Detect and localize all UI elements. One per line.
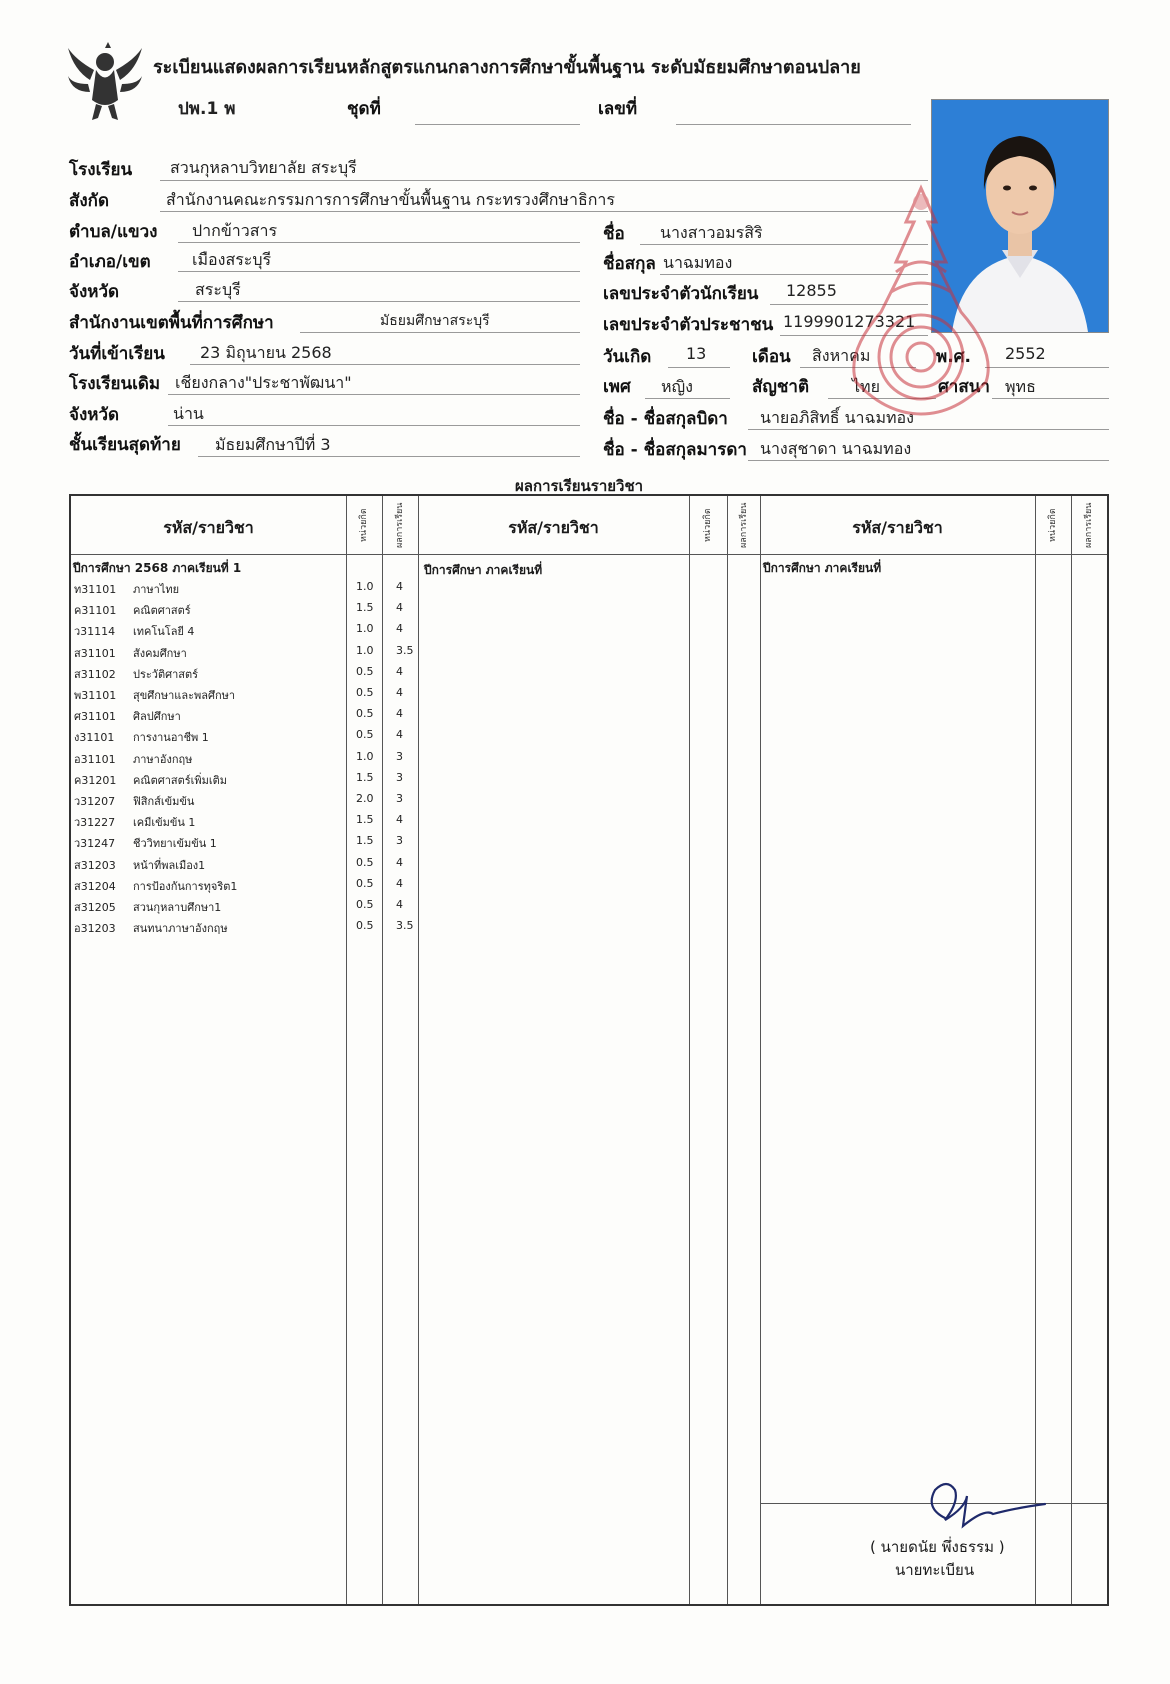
- national-id-label: เลขประจำตัวประชาชน: [603, 315, 774, 335]
- school-line: [160, 180, 928, 181]
- subject-credit: 1.5: [356, 813, 374, 827]
- col-divider: [760, 496, 761, 1604]
- student-photo: [931, 99, 1109, 333]
- birth-year-line: [985, 367, 1109, 368]
- prev-school-value: เชียงกลาง"ประชาพัฒนา": [175, 373, 352, 392]
- subject-code: ว31207: [74, 795, 116, 808]
- col-subject-1: รหัส/รายวิชา: [163, 518, 254, 537]
- mother-value: นางสุชาดา นาฉมทอง: [760, 439, 912, 458]
- name-line: [640, 244, 928, 245]
- student-id-value: 12855: [786, 281, 837, 300]
- subject-name: สุขศึกษาและพลศึกษา: [133, 689, 236, 702]
- set-label: ชุดที่: [347, 99, 381, 119]
- mother-label: ชื่อ - ชื่อสกุลมารดา: [603, 440, 747, 460]
- subject-credit: 0.5: [356, 876, 374, 890]
- col-divider: [727, 496, 728, 1604]
- school-label: โรงเรียน: [69, 160, 133, 180]
- subject-credit: 1.0: [356, 749, 374, 763]
- col-divider: [346, 496, 347, 1604]
- subject-grade: 4: [396, 728, 403, 742]
- subject-code: ศ31101: [74, 710, 116, 724]
- subdistrict-line: [178, 242, 580, 243]
- col-grade-1: ผลการเรียน: [395, 502, 405, 548]
- nationality-value: ไทย: [852, 377, 880, 396]
- subject-code: ส31204: [74, 879, 116, 893]
- subject-name: เทคโนโลยี 4: [133, 625, 195, 639]
- subject-code: ส31101: [74, 646, 116, 660]
- birth-year-value: 2552: [1005, 344, 1046, 363]
- religion-value: พุทธ: [1005, 377, 1036, 396]
- subject-code: ส31203: [74, 858, 116, 872]
- surname-value: นาฉมทอง: [663, 253, 733, 272]
- subject-grade: 4: [396, 664, 403, 678]
- col-grade-3: ผลการเรียน: [1084, 502, 1094, 548]
- last-grade-label: ชั้นเรียนสุดท้าย: [69, 435, 181, 455]
- sex-line: [645, 398, 730, 399]
- subject-grade: 4: [396, 601, 403, 615]
- subject-code: ส31102: [74, 667, 116, 681]
- last-grade-line: [198, 456, 580, 457]
- subject-grade: 4: [396, 876, 403, 890]
- father-label: ชื่อ - ชื่อสกุลบิดา: [603, 409, 728, 429]
- signature-name: ( นายดนัย พึ่งธรรม ): [870, 1538, 1005, 1556]
- subject-code: พ31101: [74, 689, 117, 702]
- subject-credit: 0.5: [356, 664, 374, 678]
- sex-label: เพศ: [603, 377, 631, 397]
- birth-day-line: [668, 367, 730, 368]
- subject-grade: 4: [396, 813, 403, 827]
- subject-code: ง31101: [74, 731, 115, 745]
- garuda-emblem-icon: [66, 40, 144, 122]
- prev-province-value: น่าน: [173, 404, 204, 423]
- subject-credit: 0.5: [356, 898, 374, 911]
- subject-code: ว31247: [74, 837, 116, 851]
- number-line: [676, 124, 911, 125]
- subject-credit: 1.5: [356, 601, 374, 615]
- subject-grade: 4: [396, 898, 403, 911]
- birth-day-label: วันเกิด: [603, 347, 652, 367]
- signature-role: นายทะเบียน: [895, 1561, 975, 1579]
- header-divider: [71, 554, 1107, 555]
- results-table: [69, 494, 1109, 1606]
- subject-code: ค31201: [74, 773, 117, 787]
- surname-line: [660, 274, 928, 275]
- district-line: [178, 271, 580, 272]
- subject-name: ศิลปศึกษา: [133, 710, 181, 724]
- subject-credit: 1.0: [356, 643, 374, 657]
- subject-code: ว31227: [74, 816, 116, 830]
- entry-date-line: [190, 364, 580, 365]
- subject-name: สนทนาภาษาอังกฤษ: [133, 922, 228, 936]
- last-grade-value: มัธยมศึกษาปีที่ 3: [215, 435, 331, 454]
- results-section-title: ผลการเรียนรายวิชา: [515, 477, 644, 495]
- entry-date-label: วันที่เข้าเรียน: [69, 344, 165, 364]
- name-label: ชื่อ: [603, 224, 625, 244]
- subject-grade: 4: [396, 686, 403, 699]
- affiliation-value: สำนักงานคณะกรรมการการศึกษาขั้นพื้นฐาน กระทรวงศึกษาธิการ: [166, 190, 615, 209]
- student-id-label: เลขประจำตัวนักเรียน: [603, 284, 759, 304]
- col-grade-2: ผลการเรียน: [739, 502, 749, 548]
- subject-credit: 0.5: [356, 728, 374, 742]
- province-value: สระบุรี: [195, 280, 241, 299]
- col-divider: [418, 496, 419, 1604]
- set-line: [415, 124, 580, 125]
- prev-school-label: โรงเรียนเดิม: [69, 374, 161, 394]
- subject-credit: 1.5: [356, 834, 374, 848]
- semester-heading-3: ปีการศึกษา ภาคเรียนที่: [763, 561, 882, 575]
- document-title: ระเบียนแสดงผลการเรียนหลักสูตรแกนกลางการศึกษาขั้นพื้นฐาน ระดับมัธยมศึกษาตอนปลาย: [153, 57, 861, 78]
- subject-name: คณิตศาสตร์: [133, 604, 191, 618]
- subject-grade: 3: [396, 792, 403, 805]
- surname-label: ชื่อสกุล: [603, 254, 656, 274]
- area-office-line: [300, 332, 580, 333]
- subject-name: สวนกุหลาบศึกษา1: [133, 901, 222, 914]
- subject-name: ภาษาไทย: [133, 583, 180, 596]
- name-value: นางสาวอมรสิริ: [660, 223, 763, 242]
- col-subject-3: รหัส/รายวิชา: [852, 518, 943, 537]
- student-id-line: [770, 304, 928, 305]
- number-label: เลขที่: [598, 99, 638, 119]
- national-id-value: 1199901273321: [783, 312, 916, 331]
- form-code: ปพ.1 พ: [178, 99, 236, 119]
- area-office-label: สำนักงานเขตพื้นที่การศึกษา: [69, 313, 274, 333]
- subject-grade: 3: [396, 749, 403, 763]
- birth-year-label: พ.ศ.: [936, 347, 971, 367]
- portrait-image: [932, 100, 1108, 332]
- subject-code: อ31101: [74, 752, 116, 766]
- subject-name: ฟิสิกส์เข้มข้น: [133, 795, 195, 808]
- religion-line: [992, 398, 1109, 399]
- subject-credit: 0.5: [356, 686, 374, 699]
- prev-province-label: จังหวัด: [69, 405, 120, 425]
- subject-code: ท31101: [74, 583, 117, 596]
- subject-credit: 0.5: [356, 855, 374, 869]
- birth-month-label: เดือน: [752, 347, 791, 367]
- semester-heading-2: ปีการศึกษา ภาคเรียนที่: [424, 563, 543, 577]
- mother-line: [748, 460, 1109, 461]
- subject-code: ส31205: [74, 901, 116, 914]
- subject-name: คณิตศาสตร์เพิ่มเติม: [133, 773, 228, 787]
- subject-code: ค31101: [74, 604, 117, 618]
- subject-grade: 3: [396, 834, 403, 848]
- semester-heading-1: ปีการศึกษา 2568 ภาคเรียนที่ 1: [73, 561, 242, 575]
- subject-grade: 3.5: [396, 919, 414, 933]
- subject-credit: 1.5: [356, 770, 374, 784]
- subject-name: สังคมศึกษา: [133, 646, 187, 660]
- subject-grade: 4: [396, 622, 403, 636]
- subject-grade: 3: [396, 770, 403, 784]
- subdistrict-value: ปากข้าวสาร: [192, 221, 278, 240]
- religion-label: ศาสนา: [938, 377, 990, 397]
- father-value: นายอภิสิทธิ์ นาฉมทอง: [760, 408, 914, 427]
- subject-credit: 2.0: [356, 792, 374, 805]
- subject-name: หน้าที่พลเมือง1: [133, 858, 206, 872]
- entry-date-value: 23 มิถุนายน 2568: [200, 343, 332, 362]
- subject-name: ชีววิทยาเข้มข้น 1: [133, 837, 217, 851]
- sex-value: หญิง: [661, 377, 693, 396]
- subdistrict-label: ตำบล/แขวง: [69, 222, 158, 242]
- col-divider: [1071, 496, 1072, 1604]
- subject-name: เคมีเข้มข้น 1: [133, 816, 196, 830]
- birth-month-value: สิงหาคม: [812, 346, 871, 365]
- col-credit-3: หน่วยกิต: [1048, 508, 1058, 542]
- subject-credit: 1.0: [356, 622, 374, 636]
- subject-code: ว31114: [74, 625, 116, 639]
- prev-school-line: [168, 394, 580, 395]
- subject-grade: 4: [396, 707, 403, 721]
- subject-credit: 1.0: [356, 580, 374, 593]
- area-office-value: มัธยมศึกษาสระบุรี: [380, 313, 490, 329]
- subject-code: อ31203: [74, 922, 116, 936]
- subject-grade: 4: [396, 855, 403, 869]
- province-line: [178, 301, 580, 302]
- school-value: สวนกุหลาบวิทยาลัย สระบุรี: [170, 158, 357, 177]
- father-line: [748, 429, 1109, 430]
- national-id-line: [780, 335, 928, 336]
- signature-image: [915, 1478, 1055, 1538]
- col-divider: [1035, 496, 1036, 1604]
- subject-name: การงานอาชีพ 1: [133, 731, 209, 745]
- subject-credit: 0.5: [356, 707, 374, 721]
- col-divider: [382, 496, 383, 1604]
- col-credit-1: หน่วยกิต: [359, 508, 369, 542]
- nationality-label: สัญชาติ: [752, 377, 809, 397]
- district-value: เมืองสระบุรี: [192, 250, 272, 269]
- col-credit-2: หน่วยกิต: [703, 508, 713, 542]
- subject-credit: 0.5: [356, 919, 374, 933]
- prev-province-line: [168, 425, 580, 426]
- nationality-line: [828, 398, 936, 399]
- subject-grade: 3.5: [396, 643, 414, 657]
- birth-day-value: 13: [686, 344, 707, 363]
- province-label: จังหวัด: [69, 282, 120, 302]
- district-label: อำเภอ/เขต: [69, 252, 151, 272]
- subject-grade: 4: [396, 580, 403, 593]
- birth-month-line: [800, 367, 916, 368]
- subject-name: ภาษาอังกฤษ: [133, 752, 193, 766]
- col-divider: [689, 496, 690, 1604]
- affiliation-line: [160, 211, 928, 212]
- subject-name: ประวัติศาสตร์: [133, 667, 199, 681]
- subject-name: การป้องกันการทุจริต1: [133, 879, 238, 893]
- col-subject-2: รหัส/รายวิชา: [508, 518, 599, 537]
- affiliation-label: สังกัด: [69, 191, 110, 211]
